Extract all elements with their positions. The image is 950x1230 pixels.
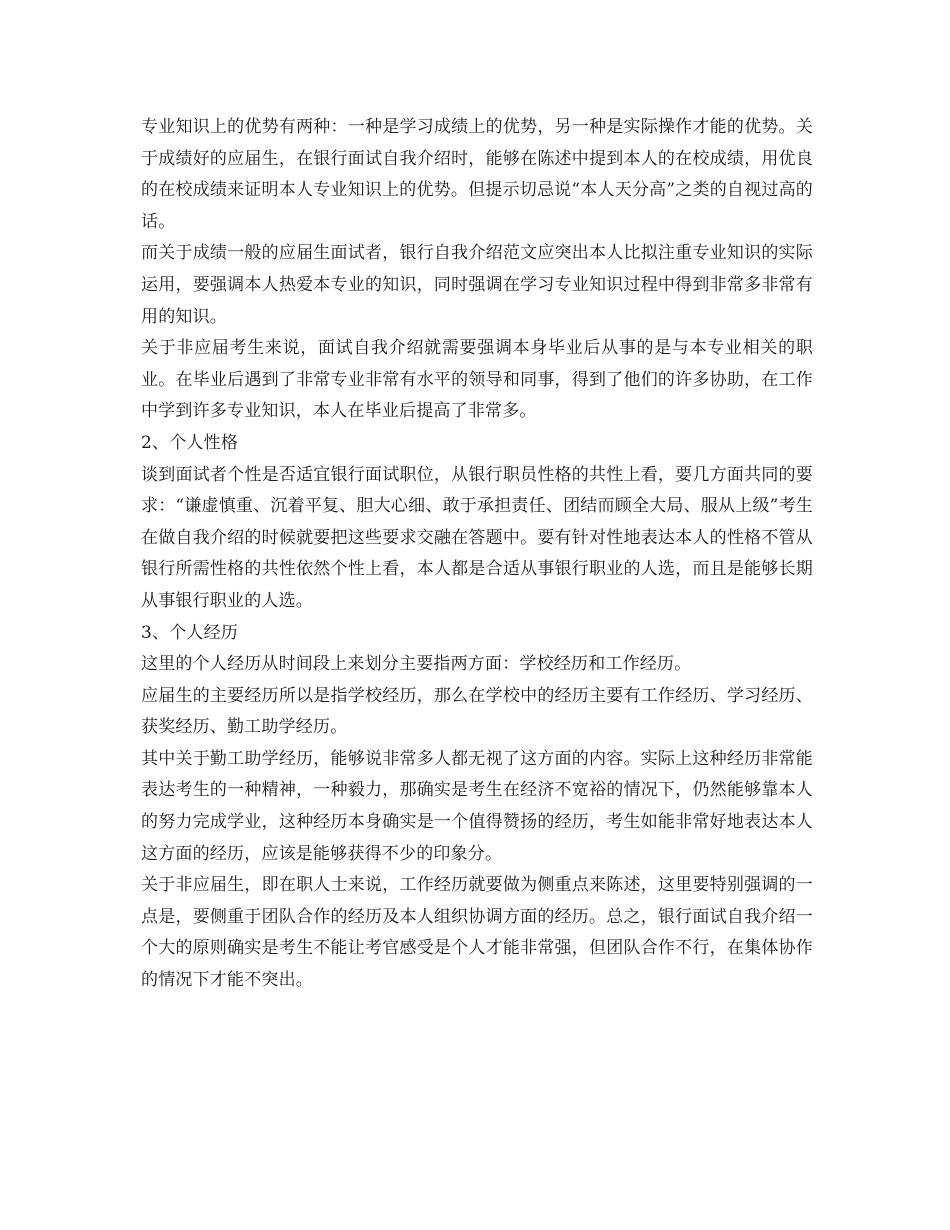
document-body: [141, 112, 813, 997]
paragraph-graduate-experience: 应届生的主要经历所以是指学校经历，那么在学校中的经历主要有工作经历、学习经历、获奖经历、勤工助学经历。: [141, 685, 813, 738]
paragraph-experience-overview: 这里的个人经历从时间段上来划分主要指两方面：学校经历和工作经历。: [141, 654, 692, 675]
paragraph-personality: 谈到面试者个性是否适宜银行面试职位，从银行职员性格的共性上看，要几方面共同的要求：“谦虚慎重、沉着平复、胆大心细、敢于承担责任、团结而顾全大局、服从上级”考生在做自我介绍的时候就要把这些要求交融在答题中。要有针对性地表达本人的性格不管从银行所需性格的共性依然个性上看，本人都是合适从事银行职业的人选，而且是能够长期从事银行职业的人选。: [141, 464, 813, 611]
paragraph-academic-advantage: 专业知识上的优势有两种：一种是学习成绩上的优势，另一种是实际操作才能的优势。关于成绩好的应届生，在银行面试自我介绍时，能够在陈述中提到本人的在校成绩，用优良的在校成绩来证明本人专业知识上的优势。但提示切忌说“本人天分高”之类的自视过高的话。: [141, 117, 813, 232]
section-heading-experience: 3、个人经历: [141, 622, 239, 643]
section-heading-personality: 2、个人性格: [141, 432, 239, 453]
paragraph-employed-experience: 关于非应届生，即在职人士来说，工作经历就要做为侧重点来陈述，这里要特别强调的一点是，要侧重于团队合作的经历及本人组织协调方面的经历。总之，银行面试自我介绍一个大的原则确实是考生不能让考官感受是个人才能非常强，但团队合作不行，在集体协作的情况下才能不突出。: [141, 875, 813, 991]
paragraph-non-graduates: 关于非应届考生来说，面试自我介绍就需要强调本身毕业后从事的是与本专业相关的职业。在毕业后遇到了非常专业非常有水平的领导和同事，得到了他们的许多协助，在工作中学到许多专业知识，本人在毕业后提高了非常多。: [141, 338, 813, 422]
paragraph-work-study: 其中关于勤工助学经历，能够说非常多人都无视了这方面的内容。实际上这种经历非常能表达考生的一种精神，一种毅力，那确实是考生在经济不宽裕的情况下，仍然能够靠本人的努力完成学业，这种经历本身确实是一个值得赞扬的经历，考生如能非常好地表达本人这方面的经历，应该是能够获得不少的印象分。: [141, 748, 813, 864]
paragraph-average-graduates: 而关于成绩一般的应届生面试者，银行自我介绍范文应突出本人比拟注重专业知识的实际运用，要强调本人热爱本专业的知识，同时强调在学习专业知识过程中得到非常多非常有用的知识。: [141, 243, 813, 327]
